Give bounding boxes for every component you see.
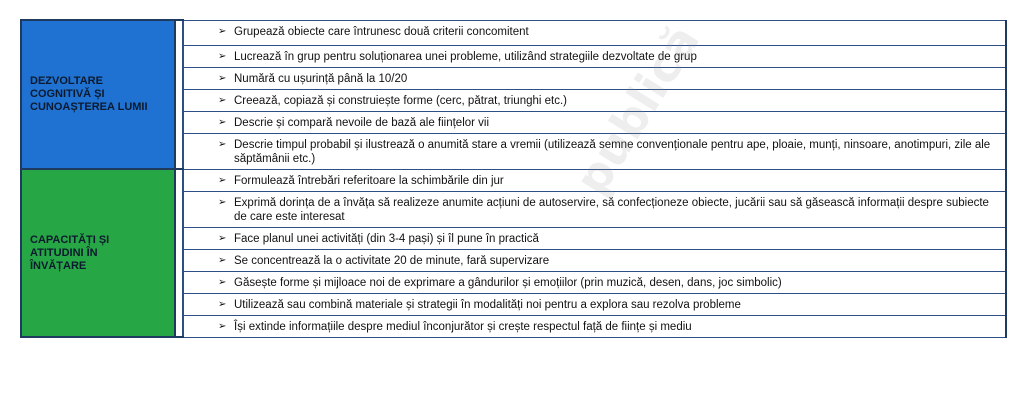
list-item: ➢ Găsește forme și mijloace noi de exprimare a gândurilor și emoțiilor (prin muzică, desen, dans, joc simbolic): [183, 271, 1006, 293]
list-item: ➢ Utilizează sau combină materiale și strategii în modalități noi pentru a explora sau rezolva probleme: [183, 293, 1006, 315]
arrowhead-bullet-icon: ➢: [218, 94, 227, 106]
arrowhead-bullet-icon: ➢: [218, 116, 227, 128]
category-label: DEZVOLTARE COGNITIVĂ ȘI CUNOAȘTEREA LUMII: [30, 75, 148, 113]
list-item: ➢ Își extinde informațiile despre mediul înconjurător și crește respectul față de ființe și mediu: [183, 315, 1006, 337]
arrowhead-bullet-icon: ➢: [218, 298, 227, 310]
arrowhead-bullet-icon: ➢: [218, 320, 227, 332]
list-item: ➢ Numără cu ușurință până la 10/20: [183, 67, 1006, 89]
category-learning-attitudes: [21, 169, 175, 337]
curriculum-table: [20, 19, 1007, 338]
arrowhead-bullet-icon: ➢: [218, 138, 227, 150]
list-item: ➢ Face planul unei activități (din 3-4 pași) și îl pune în practică: [183, 227, 1006, 249]
list-item: ➢ Exprimă dorința de a învăța să realizeze anumite acțiuni de autoservire, să confecționeze obiecte, jucării sau să găsească informații despre subiecte de care este interesat: [183, 191, 1006, 227]
arrowhead-bullet-icon: ➢: [218, 50, 227, 62]
list-item: ➢ Descrie și compară nevoile de bază ale ființelor vii: [183, 111, 1006, 133]
list-item: ➢ Formulează întrebări referitoare la schimbările din jur: [183, 169, 1006, 191]
arrowhead-bullet-icon: ➢: [218, 276, 227, 288]
list-item: ➢ Se concentrează la o activitate 20 de minute, fară supervizare: [183, 249, 1006, 271]
arrowhead-bullet-icon: ➢: [218, 254, 227, 266]
category-label: CAPACITĂȚI ȘI ATITUDINI ÎN ÎNVĂȚARE: [30, 233, 110, 272]
arrowhead-bullet-icon: ➢: [218, 232, 227, 244]
list-item: ➢ Grupează obiecte care întrunesc două criterii concomitent: [183, 20, 1006, 45]
arrowhead-bullet-icon: ➢: [218, 72, 227, 84]
list-item: ➢ Creează, copiază și construiește forme (cerc, pătrat, triunghi etc.): [183, 89, 1006, 111]
arrowhead-bullet-icon: ➢: [218, 196, 227, 208]
watermark-text: publică: [564, 15, 710, 204]
list-item: ➢ Lucrează în grup pentru soluționarea unei probleme, utilizând strategiile dezvoltate de grup: [183, 45, 1006, 67]
list-item: ➢ Descrie timpul probabil și ilustrează o anumită stare a vremii (utilizează semne convenționale pentru ape, ploaie, munți, ninsoare, anotimpuri, zile ale săptămânii etc.): [183, 133, 1006, 169]
category-cognitive-development: [21, 20, 175, 169]
arrowhead-bullet-icon: ➢: [218, 25, 227, 37]
arrowhead-bullet-icon: ➢: [218, 174, 227, 186]
